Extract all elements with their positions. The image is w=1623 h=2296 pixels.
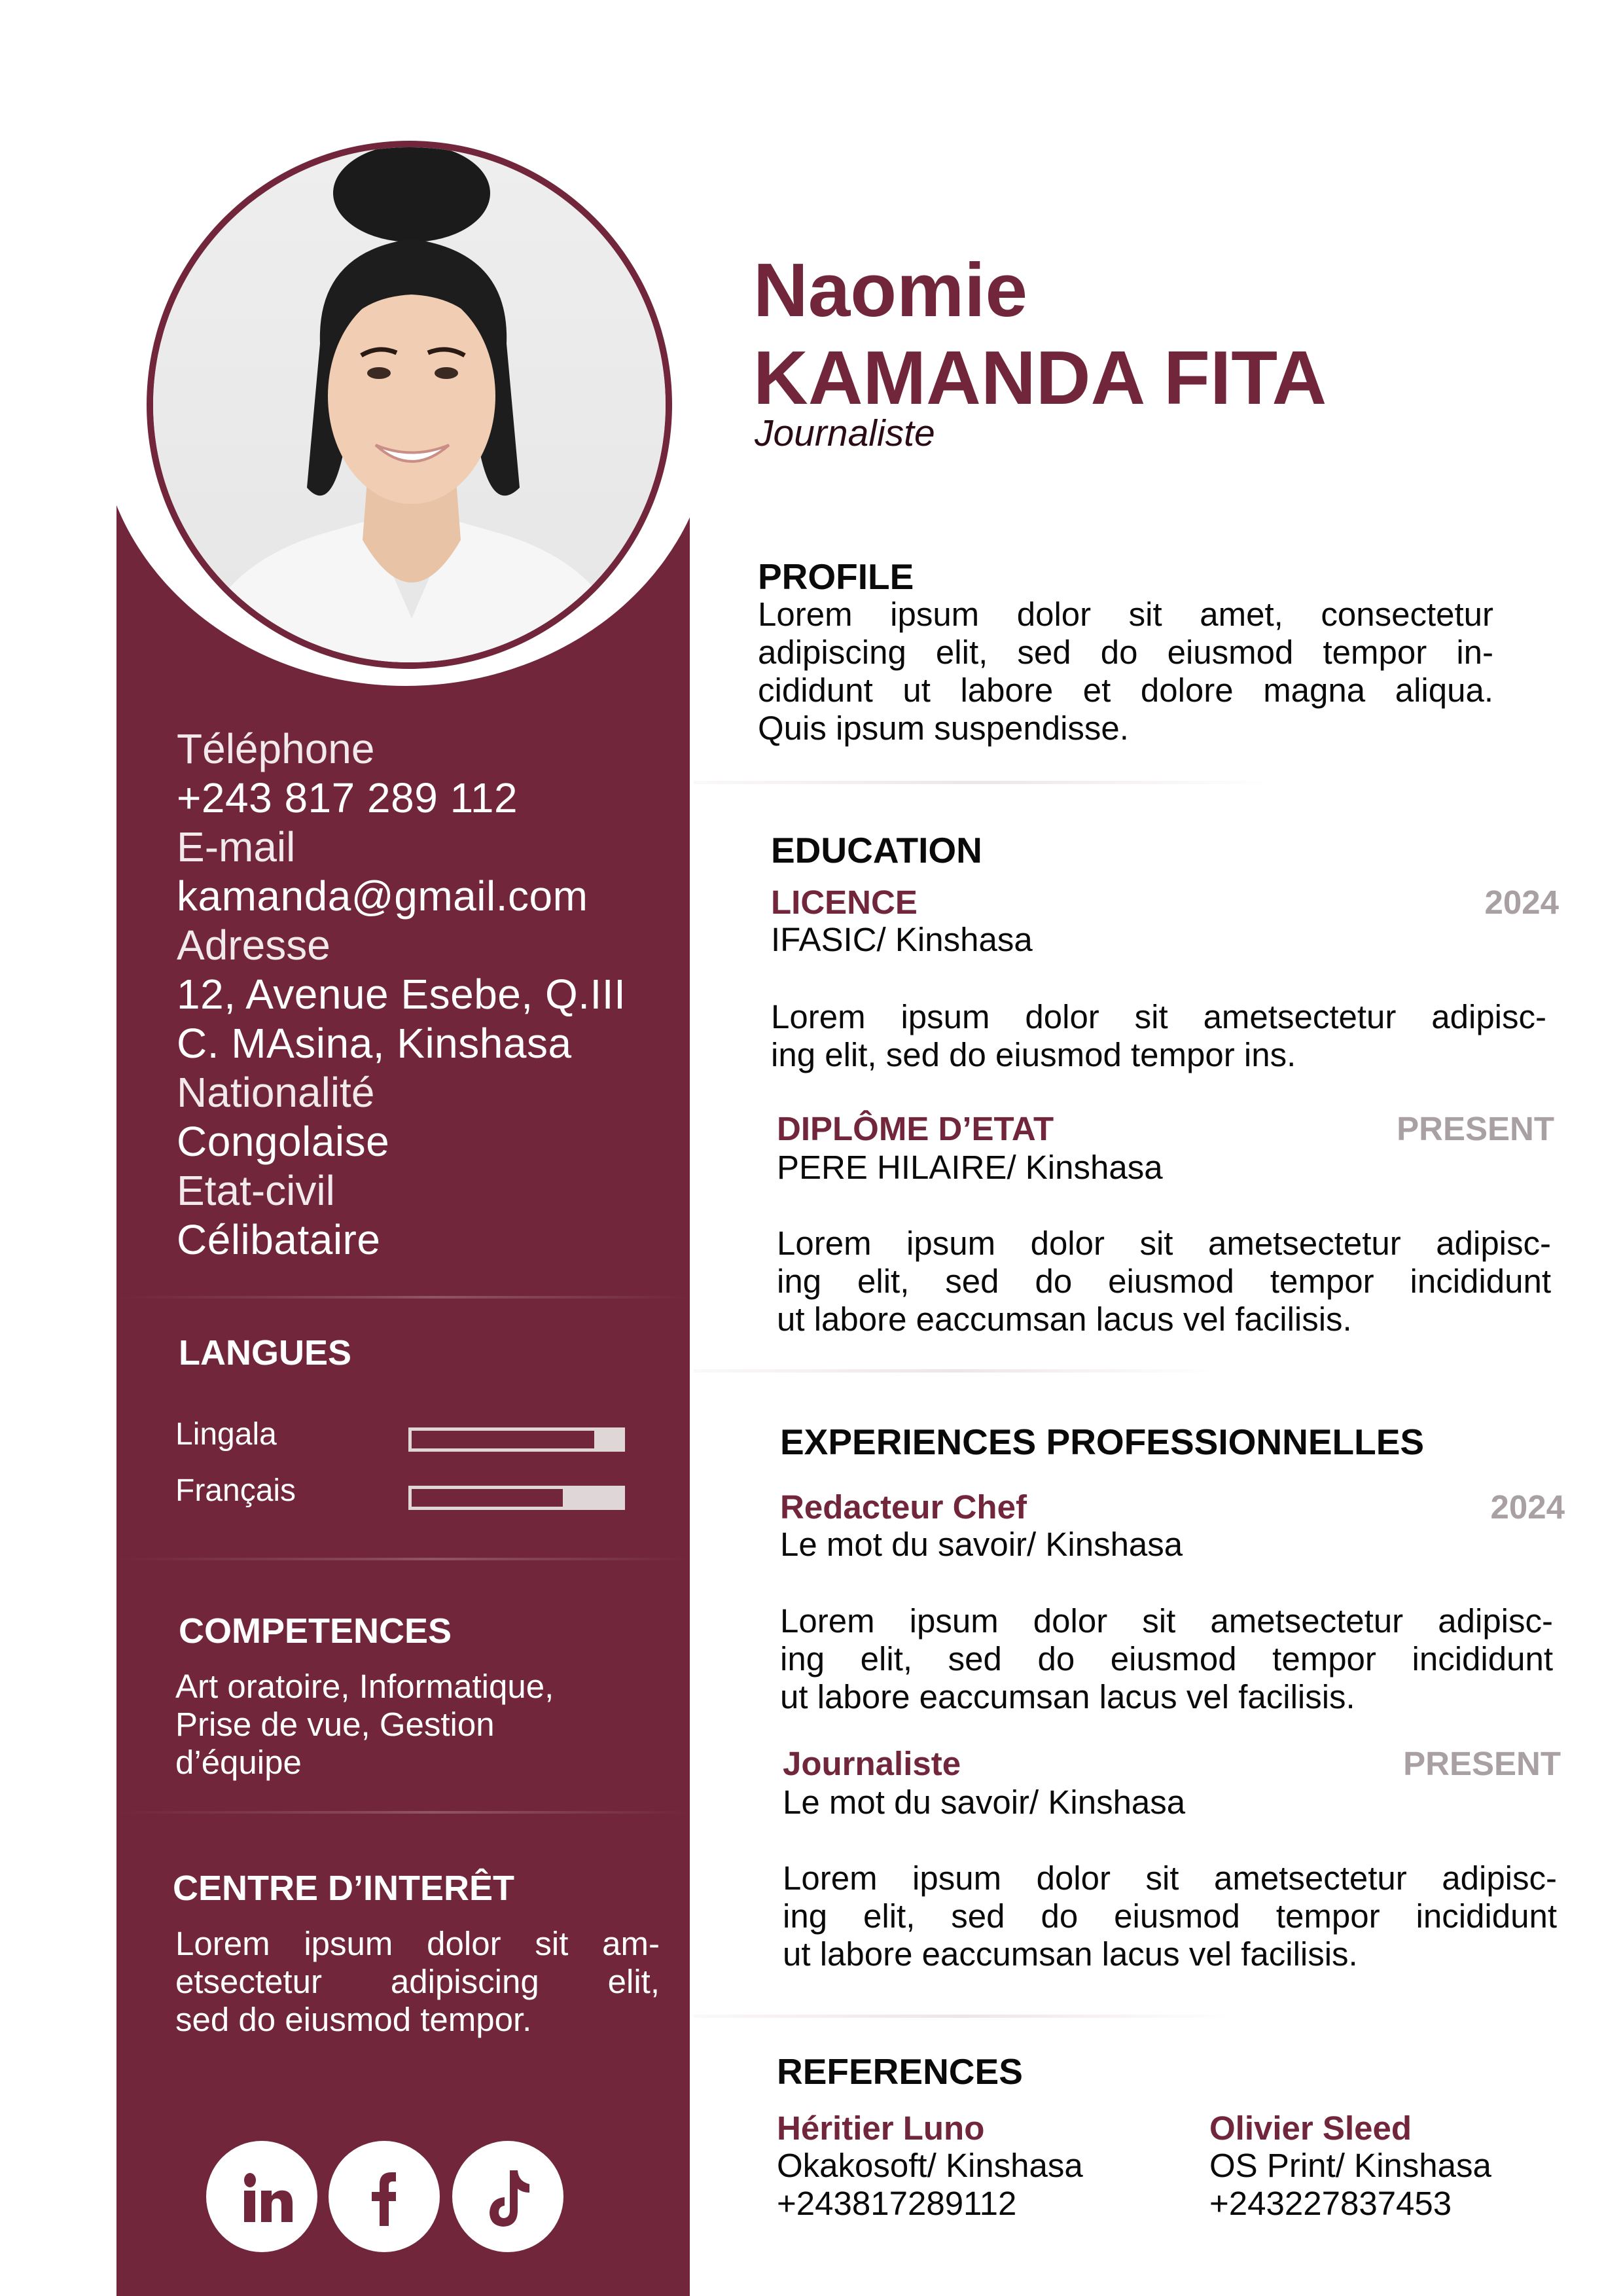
experience-date: 2024	[1490, 1488, 1565, 1526]
education-date: PRESENT	[1397, 1110, 1554, 1147]
skills-line: Art oratoire, Informatique,	[175, 1668, 554, 1705]
skills-heading: COMPETENCES	[179, 1611, 452, 1651]
address-line-2: C. MAsina, Kinshasa	[177, 1020, 572, 1067]
job-title: Journaliste	[755, 412, 935, 454]
interests-line: etsectetur adipiscing elit,	[175, 1963, 660, 2000]
description-line: ing elit, sed do eiusmod tempor ins.	[771, 1036, 1296, 1073]
first-name: Naomie	[753, 247, 1028, 332]
experience-title: Redacteur Chef	[780, 1488, 1027, 1526]
experience-title: Journaliste	[783, 1745, 961, 1782]
description-line: ing elit, sed do eiusmod tempor incididunt	[777, 1263, 1551, 1300]
profile-text	[758, 596, 1493, 747]
interests-line: Lorem ipsum dolor sit am-	[175, 1925, 660, 1962]
description-line: ing elit, sed do eiusmod tempor incididunt	[780, 1640, 1553, 1677]
references-heading: REFERENCES	[777, 2051, 1023, 2092]
language-name: Lingala	[175, 1417, 277, 1452]
experience-company: Le mot du savoir/ Kinshasa	[780, 1526, 1183, 1563]
language-level-bar-lingala	[408, 1427, 625, 1452]
reference-company: OS Print/ Kinshasa	[1209, 2147, 1491, 2184]
skills-line: d’équipe	[175, 1744, 302, 1781]
marital-status-value: Célibataire	[177, 1216, 381, 1263]
education-title: LICENCE	[771, 884, 918, 921]
education-heading: EDUCATION	[771, 830, 982, 870]
language-name: Français	[175, 1473, 296, 1508]
experience-description	[780, 1602, 1553, 1716]
interests-heading: CENTRE D’INTERÊT	[173, 1869, 515, 1908]
nationality-value: Congolaise	[177, 1118, 390, 1165]
language-level-bar-francais	[408, 1486, 625, 1510]
language-level-fill	[412, 1431, 594, 1448]
facebook-icon	[329, 2141, 440, 2252]
skills-line: Prise de vue, Gestion	[175, 1706, 495, 1743]
full-name	[753, 246, 1327, 422]
interests-line: sed do eiusmod tempor.	[175, 2001, 532, 2038]
experience-date: PRESENT	[1403, 1745, 1561, 1782]
phone-value[interactable]: +243 817 289 112	[177, 774, 518, 821]
section-divider	[694, 781, 1270, 784]
contact-info	[177, 725, 626, 1265]
education-date: 2024	[1484, 884, 1559, 921]
profile-photo	[147, 141, 672, 669]
tiktok-icon	[452, 2141, 563, 2252]
sidebar-divider	[116, 1811, 690, 1814]
experience-heading: EXPERIENCES PROFESSIONNELLES	[780, 1422, 1425, 1462]
address-line-1: 12, Avenue Esebe, Q.III	[177, 971, 626, 1018]
description-line: Lorem ipsum dolor sit ametsectetur adipisc-	[783, 1859, 1557, 1897]
section-divider	[694, 1369, 1217, 1372]
nationality-label: Nationalité	[177, 1069, 375, 1116]
sidebar-divider	[116, 1558, 690, 1560]
description-line: ut labore eaccumsan lacus vel facilisis.	[777, 1300, 1352, 1338]
description-line: ut labore eaccumsan lacus vel facilisis.	[780, 1678, 1355, 1715]
last-name: KAMANDA FITA	[753, 335, 1327, 420]
profile-line: Quis ipsum suspendisse.	[758, 709, 1129, 747]
email-value[interactable]: kamanda@gmail.com	[177, 872, 588, 920]
skills-text	[175, 1668, 554, 1782]
tiktok-button[interactable]	[452, 2141, 563, 2252]
experience-description	[783, 1859, 1557, 1973]
interests-text	[175, 1925, 660, 2039]
profile-line: adipiscing elit, sed do eiusmod tempor in-	[758, 634, 1493, 671]
profile-heading: PROFILE	[758, 556, 914, 597]
education-institution: PERE HILAIRE/ Kinshasa	[777, 1149, 1163, 1186]
reference-phone[interactable]: +243227837453	[1209, 2185, 1452, 2222]
linkedin-icon	[206, 2141, 317, 2252]
reference-phone[interactable]: +243817289112	[777, 2185, 1017, 2222]
marital-status-label: Etat-civil	[177, 1167, 335, 1214]
education-institution: IFASIC/ Kinshasa	[771, 921, 1033, 958]
profile-line: cididunt ut labore et dolore magna aliqua.	[758, 672, 1493, 709]
description-line: ut labore eaccumsan lacus vel facilisis.	[783, 1935, 1358, 1973]
reference-name: Héritier Luno	[777, 2109, 985, 2147]
reference-name: Olivier Sleed	[1209, 2109, 1412, 2147]
sidebar-divider	[116, 1296, 690, 1299]
section-divider	[694, 2015, 1230, 2018]
description-line: Lorem ipsum dolor sit ametsectetur adipisc-	[771, 998, 1546, 1035]
language-level-fill	[412, 1489, 563, 1507]
description-line: Lorem ipsum dolor sit ametsectetur adipisc-	[780, 1602, 1553, 1640]
phone-label: Téléphone	[177, 725, 375, 772]
address-label: Adresse	[177, 922, 330, 969]
experience-company: Le mot du savoir/ Kinshasa	[783, 1784, 1186, 1821]
profile-line: Lorem ipsum dolor sit amet, consectetur	[758, 596, 1493, 633]
description-line: ing elit, sed do eiusmod tempor incididunt	[783, 1897, 1557, 1935]
languages-heading: LANGUES	[179, 1333, 352, 1372]
education-description	[771, 998, 1546, 1074]
reference-company: Okakosoft/ Kinshasa	[777, 2147, 1083, 2184]
education-description	[777, 1225, 1551, 1338]
person-photo-icon	[153, 147, 666, 662]
facebook-button[interactable]	[329, 2141, 440, 2252]
education-title: DIPLÔME D’ETAT	[777, 1110, 1054, 1147]
linkedin-button[interactable]	[206, 2141, 317, 2252]
description-line: Lorem ipsum dolor sit ametsectetur adipisc-	[777, 1225, 1551, 1262]
email-label: E-mail	[177, 823, 296, 870]
